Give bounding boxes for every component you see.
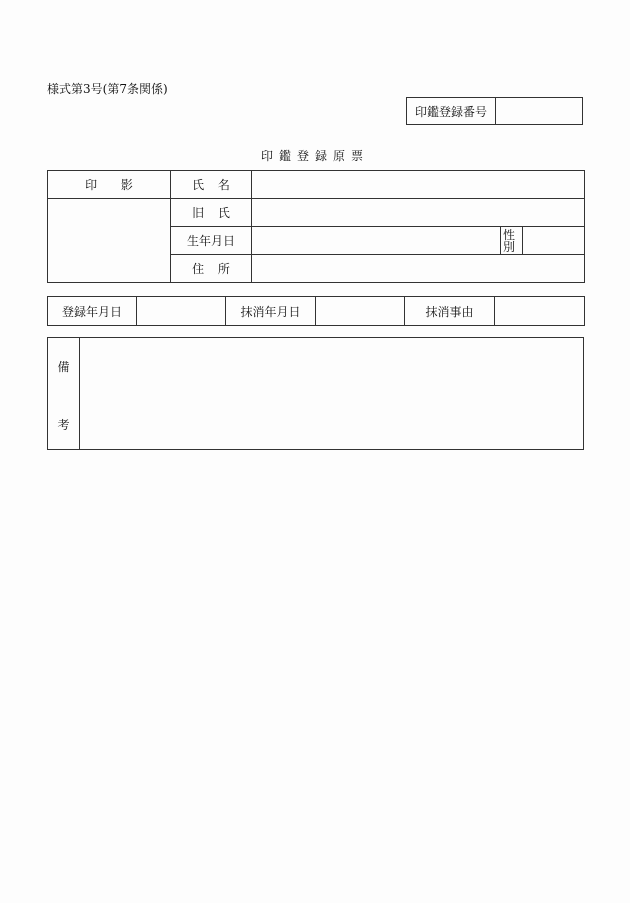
birthdate-label: 生年月日 bbox=[171, 227, 252, 255]
registration-status-table bbox=[47, 296, 585, 326]
former-name-label: 旧 氏 bbox=[171, 199, 252, 227]
seal-registration-table bbox=[47, 170, 585, 283]
registration-number-box bbox=[406, 97, 583, 125]
remarks-field[interactable] bbox=[80, 338, 583, 449]
registration-number-field[interactable] bbox=[496, 98, 582, 124]
seal-impression-area bbox=[48, 199, 171, 283]
address-field[interactable] bbox=[252, 255, 585, 283]
birthdate-field[interactable] bbox=[252, 227, 501, 255]
remarks-label bbox=[48, 338, 80, 449]
sex-field[interactable] bbox=[523, 227, 585, 255]
registered-date-label: 登録年月日 bbox=[48, 297, 137, 326]
sex-label bbox=[501, 227, 523, 255]
cancelled-date-field[interactable] bbox=[316, 297, 405, 326]
sex-label-line2: 別 bbox=[503, 239, 516, 254]
former-name-field[interactable] bbox=[252, 199, 585, 227]
cancelled-date-label: 抹消年月日 bbox=[226, 297, 316, 326]
remarks-box bbox=[47, 337, 584, 450]
address-label: 住 所 bbox=[171, 255, 252, 283]
remarks-label-line1: 備 bbox=[57, 360, 70, 374]
name-label: 氏 名 bbox=[171, 171, 252, 199]
registered-date-field[interactable] bbox=[137, 297, 226, 326]
seal-impression-label: 印 影 bbox=[48, 171, 171, 199]
sex-label-line1: 性 bbox=[503, 227, 516, 242]
name-field[interactable] bbox=[252, 171, 585, 199]
remarks-label-line2: 考 bbox=[57, 418, 70, 432]
registration-number-label: 印鑑登録番号 bbox=[407, 98, 496, 124]
page-title: 印鑑登録原票 bbox=[260, 149, 369, 163]
cancel-reason-label: 抹消事由 bbox=[405, 297, 495, 326]
form-number-label: 様式第3号(第7条関係) bbox=[47, 82, 168, 96]
cancel-reason-field[interactable] bbox=[495, 297, 585, 326]
